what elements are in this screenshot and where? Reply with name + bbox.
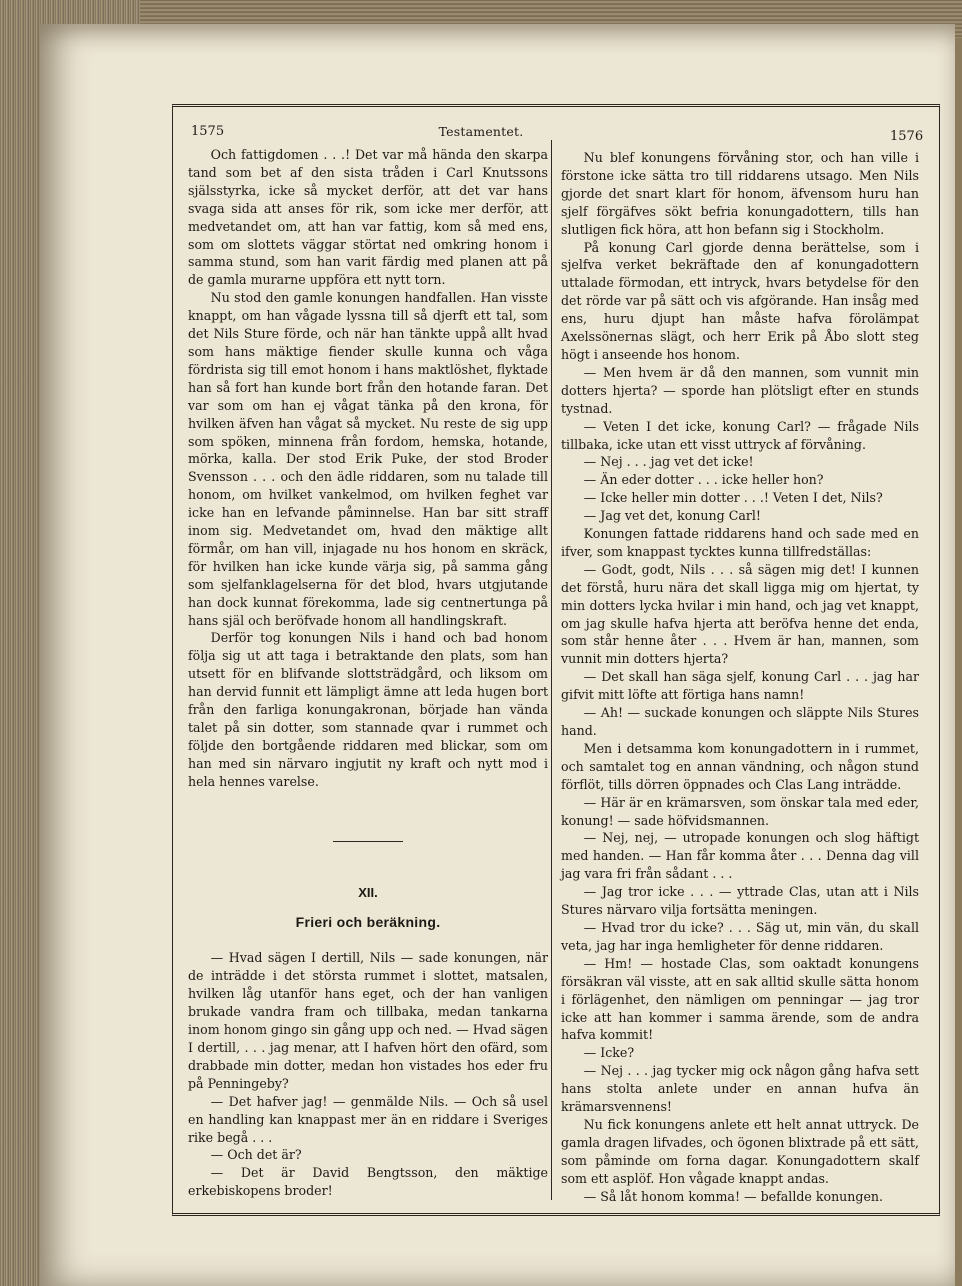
paragraph: — Nej . . . jag vet det icke!	[583, 454, 754, 470]
right-column	[561, 149, 919, 1205]
paragraph: — Men hvem är då den mannen, som vunnit min dotters hjerta? — sporde han plötsligt efter en stunds tystnad.	[561, 364, 919, 416]
page-number-left: 1575	[191, 124, 225, 139]
paragraph: — Godt, godt, Nils . . . så sägen mig det! I kunnen det förstå, huru nära det skall ligga mig om hjertat, ty min dotters lycka hvilar i min hand, och jag vet knappt, om jag skulle hafva hjerta att beröfva henne det enda, som står henne åter . . . Hvem är han, mannen, som vunnit min dotters hjerta?	[561, 561, 919, 667]
paragraph: — Icke heller min dotter . . .! Veten I det, Nils?	[583, 490, 883, 506]
paragraph: — Nej . . . jag tycker mig ock någon gång hafva sett hans stolta anlete under en annan hufva än krämarsvennens!	[561, 1063, 919, 1115]
paragraph: — Hm! — hostade Clas, som oaktadt konungens försäkran väl visste, att en sak alltid skulle sätta honom i förlägenhet, den nämligen om penningar — jag tror icke att han kommer i samma ärende, som de andra hafva kommit!	[561, 955, 919, 1043]
paragraph: — Så låt honom komma! — befallde konungen.	[583, 1188, 884, 1204]
paragraph: Nu stod den gamle konungen handfallen. Han visste knappt, om han vågade lyssna till så djerft ett tal, som det Nils Sture förde, och när han tänkte uppå allt hvad som hans mäktige fiender skulle kunna och våga fördrista sig till emot honom i hans maktlöshet, flyktade han så fort han kunde bort från den hotande faran. Det var som om han ej vågat tänka på den krona, för hvilken äfven han vågat så mycket. Nu reste de sig upp som spöken, minnena från fordom, hemska, hotande, mörka, kalla. Der stod Erik Puke, der stod Broder Svensson . . . och den ädle riddaren, som nu talade till honom, om hvilket vankelmod, om hvilken feghet var icke han en lefvande påminnelse. Han bar sitt straff inom sig. Medvetandet om, hvad den mäktige allt förmår, om han vill, injagade nu hos honom en skräck, för hvilken han icke kunde värja sig, på samma gång som sjelfanklagelserna för det blod, hvars utgjutande han dock kunnat förekomma, lade sig centnertunga på hans själ och beröfvade honom all handlingskraft.	[188, 290, 548, 628]
section-rule	[333, 841, 403, 842]
paragraph: Konungen fattade riddarens hand och sade med en ifver, som knappast tycktes kunna tillfredställas:	[561, 526, 919, 559]
column-divider	[551, 140, 552, 1200]
paragraph: — Jag vet det, konung Carl!	[583, 508, 761, 524]
paragraph: — Jag tror icke . . . — yttrade Clas, utan att i Nils Stures närvaro vilja fortsätta meningen.	[561, 884, 919, 918]
paragraph: — Hvad sägen I dertill, Nils — sade konungen, när de inträdde i det största rummet i slottet, matsalen, hvilken låg utanför hans eget, och der han vanligen brukade vandra fram och tillbaka, medan tankarna inom honom gingo sin gång upp och ned. — Hvad sägen I dertill, . . . jag menar, att I hafven hört den ofärd, som drabbade min dotter, medan hon vistades hos eder fru på Penningeby?	[188, 950, 548, 1091]
running-title: Testamentet.	[438, 124, 524, 139]
paragraph: — Icke?	[583, 1045, 635, 1061]
paragraph: — Hvad tror du icke? . . . Säg ut, min vän, du skall veta, jag har inga hemligheter för denne riddaren.	[561, 919, 919, 953]
left-column	[188, 146, 548, 1200]
paragraph: — Här är en krämarsven, som önskar tala med eder, konung! — sade höfvidsmannen.	[561, 794, 919, 828]
paragraph: — Det skall han säga sjelf, konung Carl . . . jag har gifvit mitt löfte att förtiga hans namn!	[561, 669, 919, 703]
paragraph: På konung Carl gjorde denna berättelse, som i sjelfva verket bekräftade den af konungadottern uttalade förmodan, ett intryck, hvars betydelse för den det rörde var på sätt och vis afgörande. Han insåg med ens, huru djupt han måste hafva förolämpat Axelssönernas slägt, och herr Erik på Åbo slott steg högt i anseende hos honom.	[561, 239, 919, 362]
paragraph: Nu fick konungens anlete ett helt annat uttryck. De gamla dragen lifvades, och ögonen blixtrade på ett sätt, som påminde om forna dagar. Konungadottern skalf som ett asplöf. Hon vågade knappt andas.	[561, 1116, 919, 1186]
paragraph: — Och det är?	[210, 1147, 302, 1163]
page-number-right: 1576	[890, 129, 924, 144]
paragraph: — Än eder dotter . . . icke heller hon?	[583, 472, 824, 488]
paragraph: Och fattigdomen . . .! Det var må hända den skarpa tand som bet af den sista tråden i Carl Knutssons själsstyrka, icke så mycket derför, att det var hans svaga sida att anses för rik, som icke mer derför, att medvetandet om, att han var fattig, kom så med ens, som om slottets väggar störtat ned omkring honom i samma stund, som han varit färdig med planen att på de gamla murarne uppföra ett nytt torn.	[188, 147, 548, 288]
paragraph: Derför tog konungen Nils i hand och bad honom följa sig ut att taga i betraktande den plats, som han utsett för en blifvande slottsträdgård, och liksom om han dervid funnit ett lämpligt ämne att leda hugen bort från den farliga konungakronan, började han vända talet på sin dotter, som stannade qvar i rummet och följde den bortgående riddaren med blickar, som om han med sin närvaro ingjutit ny kraft och nytt mod i hela hennes varelse.	[188, 630, 548, 789]
paragraph: Men i detsamma kom konungadottern in i rummet, och samtalet tog en annan vändning, och någon stund förflöt, tills dörren öppnades och Clas Lang inträdde.	[561, 740, 919, 792]
chapter-title: Frieri och beräkning.	[295, 913, 441, 930]
paragraph: Nu blef konungens förvåning stor, och han ville i förstone icke sätta tro till riddarens utsago. Men Nils gjorde det snart klart för honom, äfvensom huru han sjelf förgäfves sökt befria konungadottern, tills han slutligen fick höra, att hon befann sig i Stockholm.	[561, 150, 919, 237]
paragraph: — Nej, nej, — utropade konungen och slog häftigt med handen. — Han får komma åter . . . Denna dag vill jag vara fri från sådant . . .	[561, 830, 919, 882]
paragraph: — Det är David Bengtsson, den mäktige erkebiskopens broder!	[188, 1165, 548, 1199]
paragraph: — Ah! — suckade konungen och släppte Nils Stures hand.	[561, 705, 919, 738]
paragraph: — Det hafver jag! — genmälde Nils. — Och så usel en handling kan knappast mer än en riddare i Sveriges rike begå . . .	[188, 1093, 548, 1145]
chapter-number: XII.	[358, 884, 378, 900]
paragraph: — Veten I det icke, konung Carl? — frågade Nils tillbaka, icke utan ett visst uttryck af förvåning.	[561, 418, 919, 452]
